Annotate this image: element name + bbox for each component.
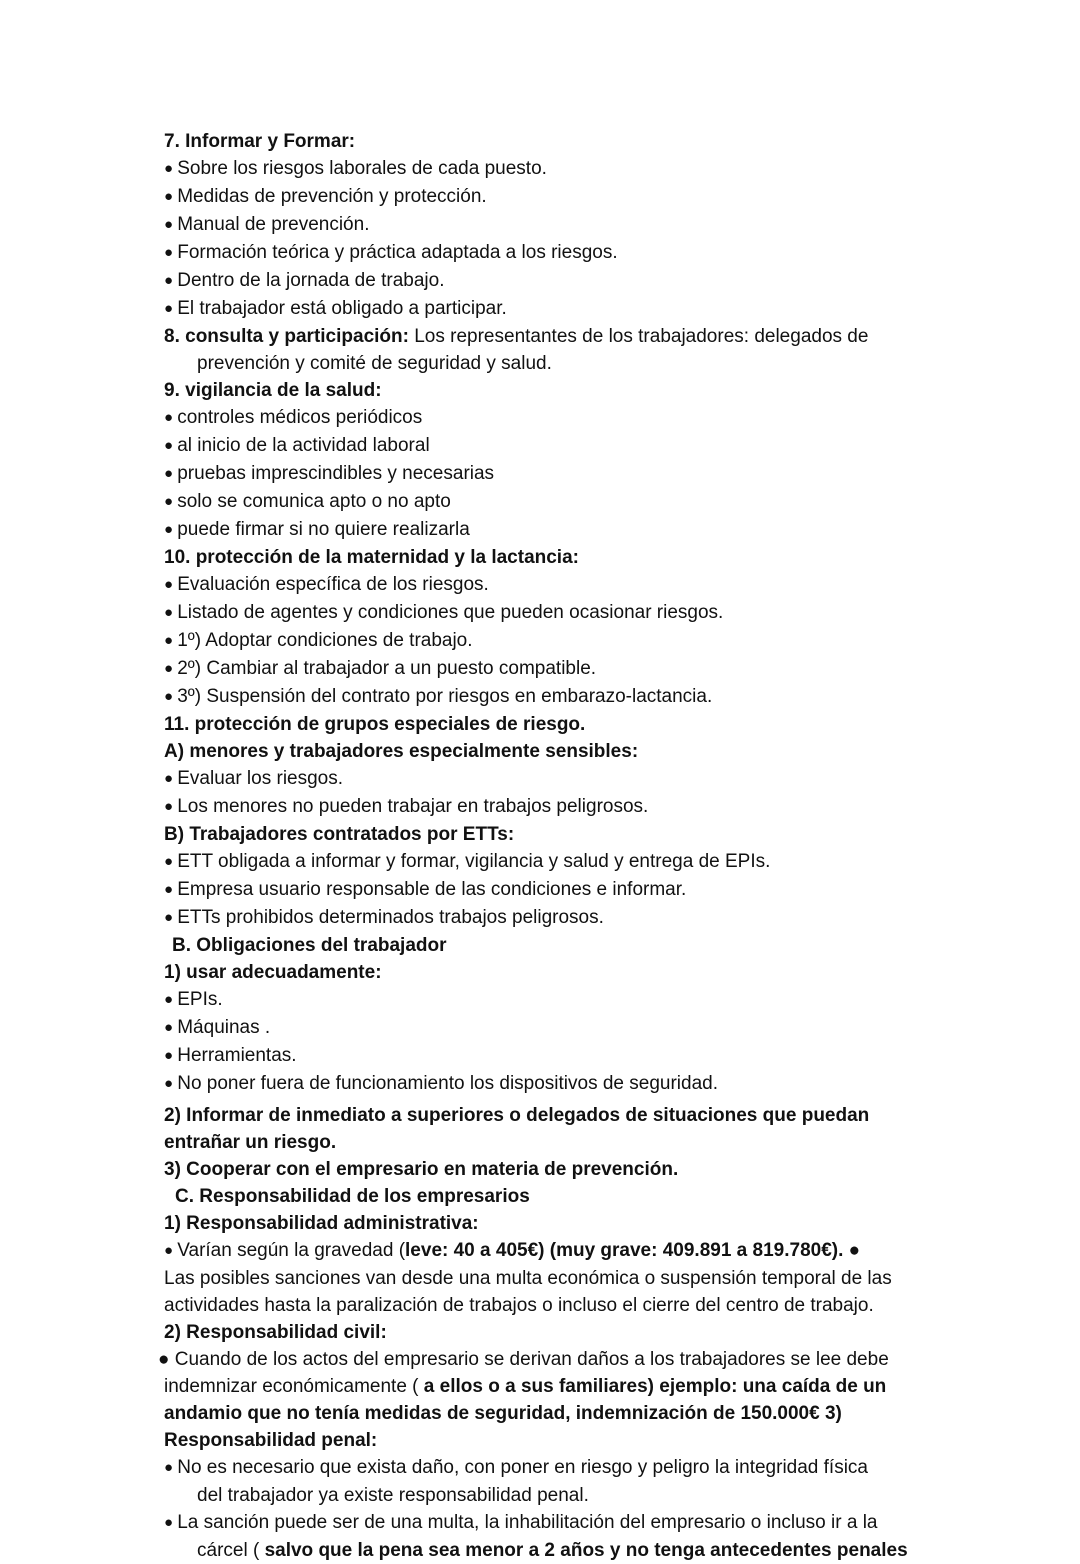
section-8-text-cont: prevención y comité de seguridad y salud.: [197, 353, 552, 374]
list-item: ● Los menores no pueden trabajar en trabajos peligrosos.: [164, 793, 944, 821]
section-c-1-line: Las posibles sanciones van desde una multa económica o suspensión temporal de las: [164, 1268, 892, 1289]
list-item: ● Sobre los riesgos laborales de cada puesto.: [164, 155, 944, 183]
section-c-2-line: andamio que no tenía medidas de seguridad, indemnización de 150.000€ 3): [164, 1403, 842, 1424]
list-item-text: cárcel (: [197, 1540, 265, 1561]
section-c-1-heading: 1) Responsabilidad administrativa:: [164, 1213, 479, 1234]
section-c-2-bold: a ellos o a sus familiares) ejemplo: una caída de un: [423, 1376, 887, 1397]
document-content: [158, 128, 944, 1564]
section-7-heading: 7. Informar y Formar:: [164, 131, 356, 152]
list-item: ● al inicio de la actividad laboral: [164, 432, 944, 460]
list-item: ● ETTs prohibidos determinados trabajos peligrosos.: [164, 904, 944, 932]
list-item: ● Evaluar los riesgos.: [164, 765, 944, 793]
list-item: ● 2º) Cambiar al trabajador a un puesto compatible.: [164, 655, 944, 683]
list-item: ● Manual de prevención.: [164, 211, 944, 239]
section-11a-heading: A) menores y trabajadores especialmente sensibles:: [164, 741, 639, 762]
section-8-text: Los representantes de los trabajadores: delegados de: [408, 326, 869, 347]
list-item: ● puede firmar si no quiere realizarla: [164, 516, 944, 544]
list-item: ● Máquinas .: [164, 1014, 944, 1042]
section-c-heading: C. Responsabilidad de los empresarios: [175, 1186, 530, 1207]
section-10-heading: 10. protección de la maternidad y la lactancia:: [164, 547, 579, 568]
list-item: ● Listado de agentes y condiciones que pueden ocasionar riesgos.: [164, 599, 944, 627]
section-11b-heading: B) Trabajadores contratados por ETTs:: [164, 824, 515, 845]
list-item: ● El trabajador está obligado a participar.: [164, 295, 944, 323]
list-item: ● pruebas imprescindibles y necesarias: [164, 460, 944, 488]
section-b-2-heading-cont: entrañar un riesgo.: [164, 1132, 337, 1153]
section-11-heading: 11. protección de grupos especiales de riesgo.: [164, 714, 586, 735]
section-b-3-heading: 3) Cooperar con el empresario en materia de prevención.: [164, 1159, 679, 1180]
list-item: ● 3º) Suspensión del contrato por riesgos en embarazo-lactancia.: [164, 683, 944, 711]
list-item: ● Empresa usuario responsable de las condiciones e informar.: [164, 876, 944, 904]
list-item-cont: del trabajador ya existe responsabilidad penal.: [197, 1485, 589, 1506]
list-item: ● Herramientas.: [164, 1042, 944, 1070]
list-item: ● Medidas de prevención y protección.: [164, 183, 944, 211]
section-b-1-heading: 1) usar adecuadamente:: [164, 962, 382, 983]
section-c-2-heading: 2) Responsabilidad civil:: [164, 1322, 387, 1343]
section-c-3-heading: Responsabilidad penal:: [164, 1430, 378, 1451]
list-item: ● 1º) Adoptar condiciones de trabajo.: [164, 627, 944, 655]
list-item: ● No poner fuera de funcionamiento los dispositivos de seguridad.: [164, 1070, 944, 1098]
list-item: ● La sanción puede ser de una multa, la inhabilitación del empresario o incluso ir a la: [164, 1509, 944, 1537]
section-c-2-line: [164, 1373, 944, 1400]
section-c-1-amounts: leve: 40 a 405€) (muy grave: 409.891 a 819.780€). ●: [405, 1240, 861, 1261]
section-b-2-heading: 2) Informar de inmediato a superiores o delegados de situaciones que puedan: [164, 1105, 870, 1126]
list-item: ● Formación teórica y práctica adaptada a los riesgos.: [164, 239, 944, 267]
list-item: ● Dentro de la jornada de trabajo.: [164, 267, 944, 295]
section-8-paragraph: [164, 323, 944, 350]
list-item: ● Evaluación específica de los riesgos.: [164, 571, 944, 599]
section-b-heading: B. Obligaciones del trabajador: [172, 935, 447, 956]
section-c-1-text: Varían según la gravedad (: [177, 1240, 406, 1261]
section-c-2-text: indemnizar económicamente (: [164, 1376, 424, 1397]
list-item: ● ETT obligada a informar y formar, vigilancia y salud y entrega de EPIs.: [164, 848, 944, 876]
section-8-heading: 8. consulta y participación:: [164, 326, 409, 347]
section-9-heading: 9. vigilancia de la salud:: [164, 380, 382, 401]
section-c-2-line: ● Cuando de los actos del empresario se derivan daños a los trabajadores se lee debe: [158, 1349, 889, 1370]
list-item: ● solo se comunica apto o no apto: [164, 488, 944, 516]
list-item: ● controles médicos periódicos: [164, 404, 944, 432]
list-item-bold: salvo que la pena sea menor a 2 años y no tenga antecedentes penales: [264, 1540, 908, 1561]
section-c-1-line: actividades hasta la paralización de trabajos o incluso el cierre del centro de trabajo.: [164, 1295, 874, 1316]
section-c-1-line: [164, 1237, 944, 1265]
list-item: ● No es necesario que exista daño, con poner en riesgo y peligro la integridad física: [164, 1454, 944, 1482]
list-item: ● EPIs.: [164, 986, 944, 1014]
list-item-cont: [164, 1537, 944, 1564]
